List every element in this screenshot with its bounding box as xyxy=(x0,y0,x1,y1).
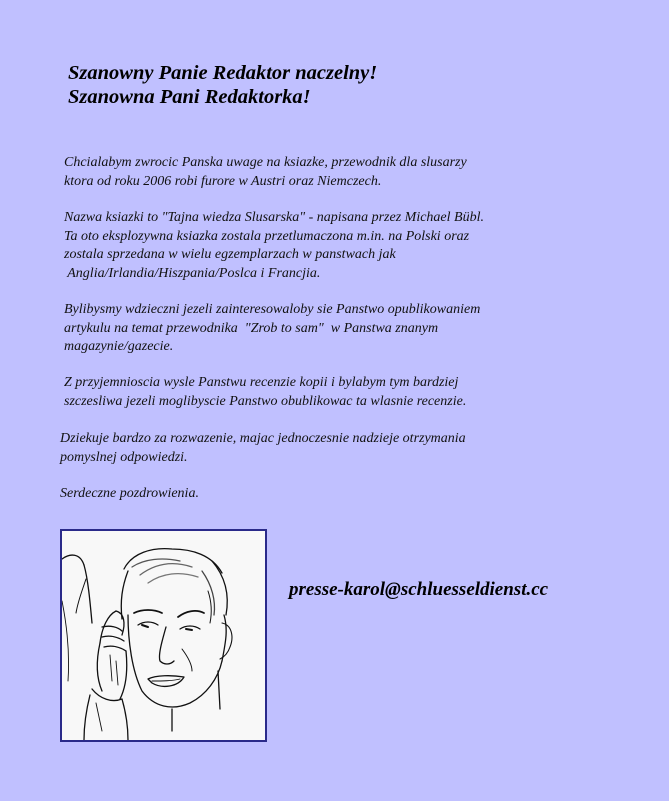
paragraph-line: Anglia/Irlandia/Hiszpania/Poslca i Francjia. xyxy=(64,265,321,281)
greeting-line-1: Szanowny Panie Redaktor naczelny! xyxy=(68,62,378,84)
paragraph-line: Z przyjemnioscia wysle Panstwu recenzie kopii i bylabym tym bardziej xyxy=(64,375,459,390)
paragraph-line: Ta oto eksplozywna ksiazka zostala przetlumaczona m.in. na Polski oraz xyxy=(64,228,470,244)
paragraph-introduction xyxy=(64,154,467,191)
contact-email-link[interactable]: presse-karol@schluesseldienst.cc xyxy=(289,579,549,600)
paragraph-book-info xyxy=(64,209,484,283)
paragraph-closing xyxy=(60,485,199,504)
portrait-sketch xyxy=(60,529,267,742)
greeting-line-2: Szanowna Pani Redaktorka! xyxy=(68,86,311,108)
paragraph-thanks xyxy=(60,430,466,467)
paragraph-line: Serdeczne pozdrowienia. xyxy=(60,486,199,501)
paragraph-line: ktora od roku 2006 robi furore w Austri oraz Niemczech. xyxy=(64,173,382,189)
paragraph-line: zostala sprzedana w wielu egzemplarzach w panstwach jak xyxy=(64,247,396,262)
paragraph-line: magazynie/gazecie. xyxy=(64,339,174,354)
paragraph-line: Nazwa ksiazki to "Tajna wiedza Slusarska" - napisana przez Michael Bübl. xyxy=(64,210,484,225)
paragraph-review-offer xyxy=(64,374,466,411)
paragraph-line: Dziekuje bardzo za rozwazenie, majac jednoczesnie nadzieje otrzymania xyxy=(60,431,466,446)
paragraph-line: Chcialabym zwrocic Panska uwage na ksiazke, przewodnik dla slusarzy xyxy=(64,155,467,170)
paragraph-line: artykulu na temat przewodnika "Zrob to sam" w Panstwa znanym xyxy=(64,320,439,336)
paragraph-request xyxy=(64,301,480,357)
greeting-heading xyxy=(68,61,377,109)
man-on-phone-sketch-icon xyxy=(62,531,265,740)
paragraph-line: pomyslnej odpowiedzi. xyxy=(60,449,188,465)
paragraph-line: Bylibysmy wdzieczni jezeli zainteresowaloby sie Panstwo opublikowaniem xyxy=(64,302,481,317)
paragraph-line: szczesliwa jezeli moglibyscie Panstwo obublikowac ta wlasnie recenzie. xyxy=(64,393,467,409)
